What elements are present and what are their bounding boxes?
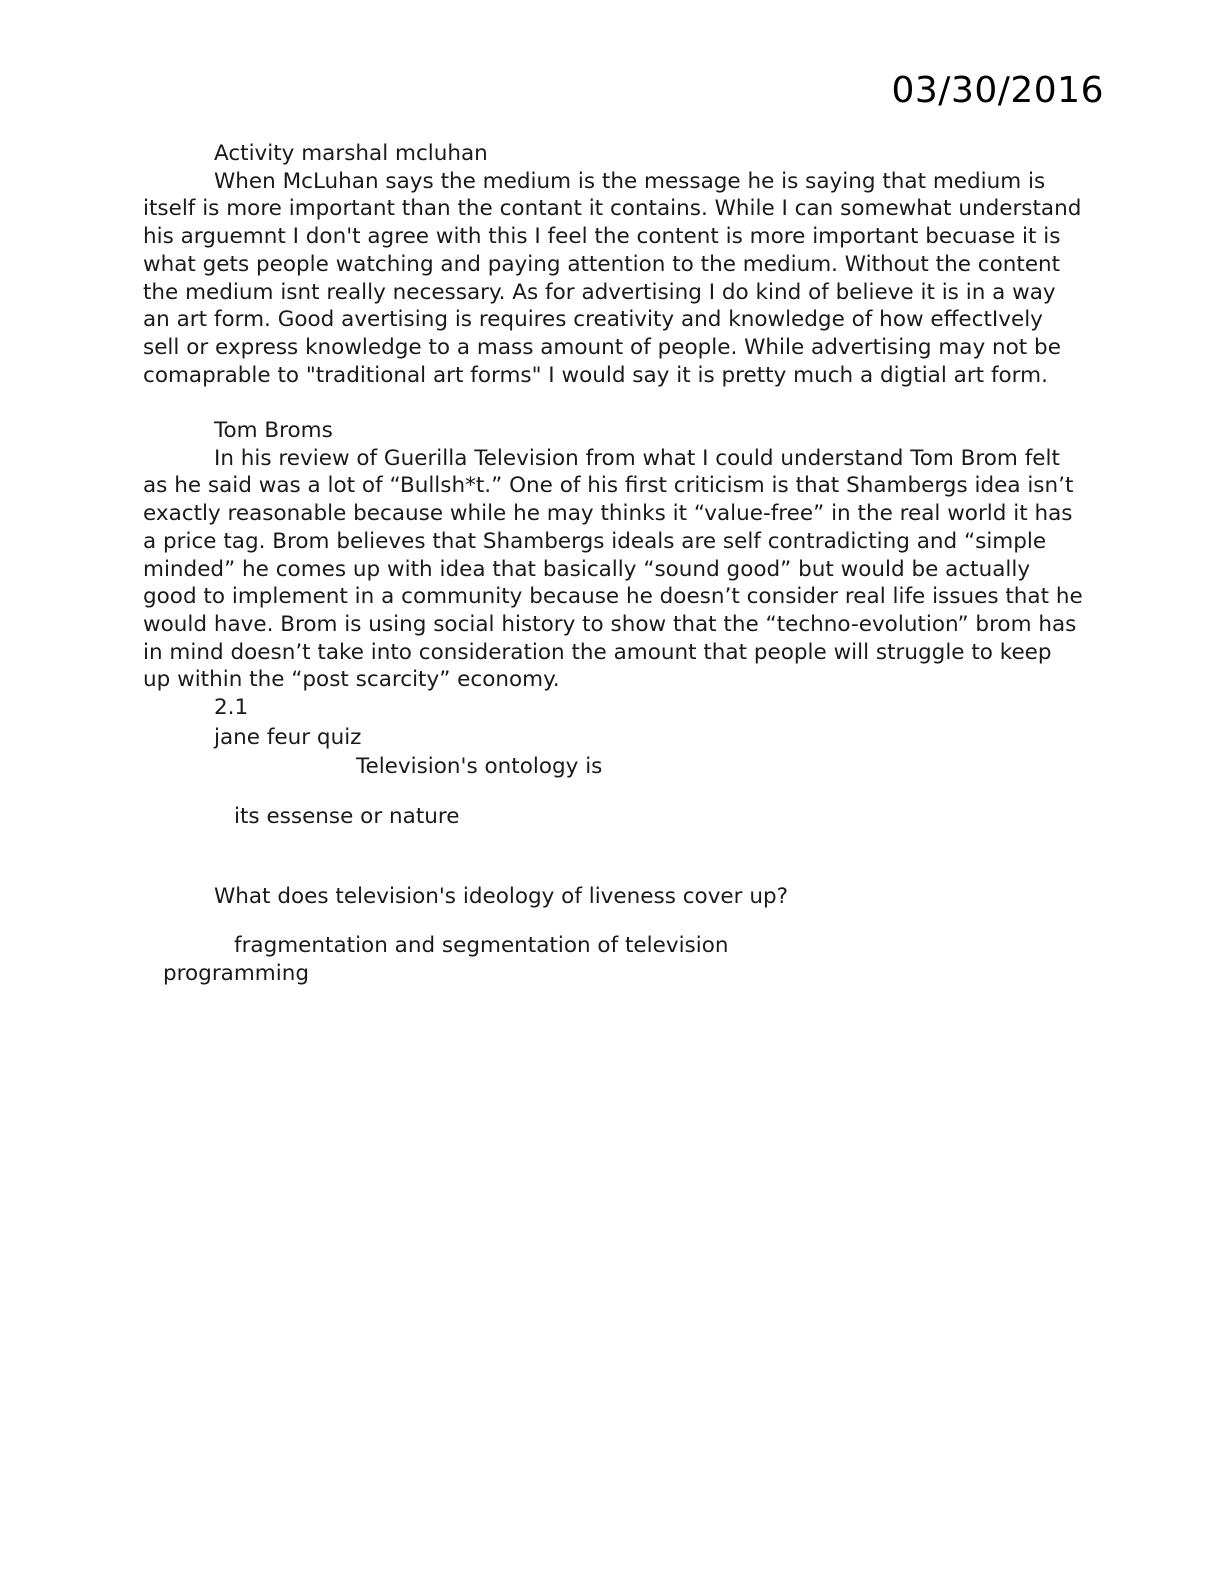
section-title: Activity marshal mcluhan	[214, 141, 488, 166]
section-number: 2.1	[214, 695, 249, 721]
quiz-answer-text: fragmentation and segmentation of television programming	[163, 933, 729, 986]
paragraph-text: In his review of Guerilla Television from what I could understand Tom Brom felt as he said was a lot of “Bullsh*t.” One of his first criticism is that Shambergs idea isn’t exactly reasonable because while he may thinks it “value-free” in the real world it has a price tag. Brom believes that Shambergs ideals are self contradicting and “simple minded” he comes up with idea that basically “sound good” but would be actually good to implement in a community because he doesn’t consider real life issues that he would have. Brom is using social history to show that the “techno-evolution” brom has in mind doesn’t take into consideration the amount that people will struggle to keep up within the “post scarcity” economy.	[143, 445, 1083, 693]
paragraph	[143, 445, 1083, 694]
quiz-question: Television's ontology is	[356, 754, 603, 780]
section-number-line	[143, 694, 1083, 722]
paragraph-text: When McLuhan says the medium is the message he is saying that medium is itself is more important than the contant it contains. While I can somewhat understand his arguemnt I don't agree with this I feel the content is more important becuase it is what gets people watching and paying attention to the medium. Without the content the medium isnt really necessary. As for advertising I do kind of believe it is in a way an art form. Good avertising is requires creativity and knowledge of how effectIvely sell or express knowledge to a mass amount of people. While advertising may not be comaprable to "traditional art forms" I would say it is pretty much a digtial art form.	[143, 168, 1082, 388]
quiz-answer	[163, 932, 803, 987]
quiz-answer-text: its essense or nature	[234, 804, 460, 830]
document-date: 03/30/2016	[891, 70, 1104, 111]
section-title-line	[143, 417, 1083, 445]
empty-bullet-line	[153, 998, 1083, 1026]
quiz-question-line	[143, 883, 1083, 911]
quiz-title-line	[143, 724, 1083, 752]
quiz-question: What does television's ideology of liveness cover up?	[214, 883, 789, 909]
section-title: Tom Broms	[214, 418, 333, 444]
quiz-title: jane feur quiz	[214, 724, 362, 750]
empty-bullet-line	[153, 841, 1083, 869]
quiz-answer	[163, 803, 463, 831]
empty-bullet-line	[143, 389, 1083, 417]
quiz-question-line	[143, 753, 1083, 781]
document-body	[143, 140, 1083, 1025]
paragraph	[143, 168, 1083, 390]
section-title-line	[143, 140, 1083, 168]
